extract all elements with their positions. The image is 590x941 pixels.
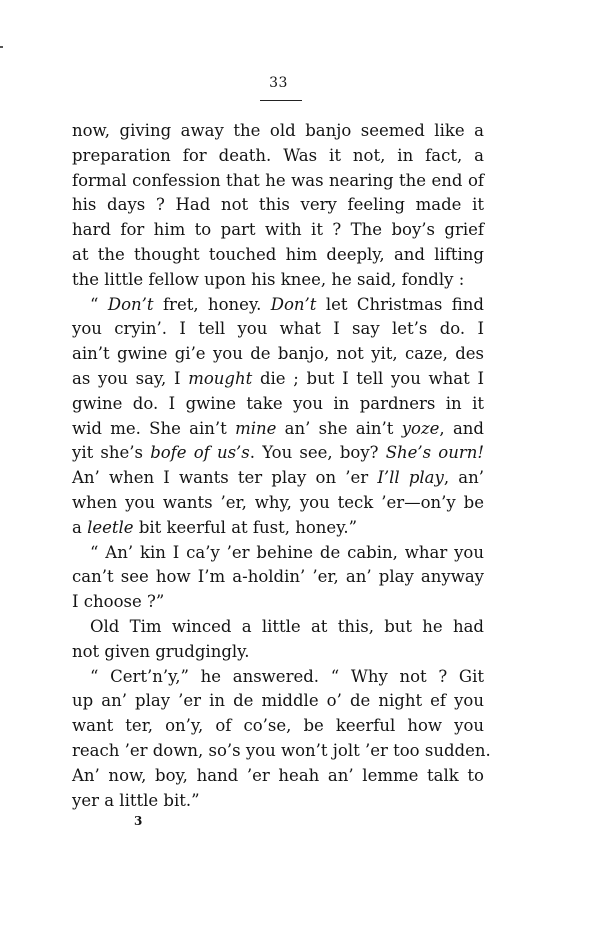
text-line: at the thought touched him deeply, and lifting bbox=[72, 244, 484, 264]
text-line: I choose ?” bbox=[72, 592, 165, 612]
text-line: An’ when I wants ter play on ’er I’ll play, an’ bbox=[72, 468, 484, 488]
text-line: wid me. She ain’t mine an’ she ain’t yoze, and bbox=[72, 418, 484, 438]
text-line: his days ? Had not this very feeling made it bbox=[72, 195, 484, 215]
signature-mark: 3 bbox=[134, 814, 143, 828]
text-line: gwine do. I gwine take you in pardners in it bbox=[72, 393, 484, 413]
text-line: “ Don’t fret, honey. Don’t let Christmas find bbox=[90, 294, 484, 314]
text-line: An’ now, boy, hand ’er heah an’ lemme talk to bbox=[72, 765, 484, 785]
text-line: “ Cert’n’y,” he answered. “ Why not ? Git bbox=[90, 666, 484, 686]
text-line: formal confession that he was nearing the end of bbox=[72, 170, 484, 190]
text-line: want ter, on’y, of co’se, be keerful how you bbox=[72, 716, 484, 736]
text-line: yit she’s bofe of us’s. You see, boy? She’s ourn! bbox=[72, 443, 485, 463]
text-line: “ An’ kin I ca’y ’er behine de cabin, whar you bbox=[90, 542, 484, 562]
text-line: you cryin’. I tell you what I say let’s do. I bbox=[72, 319, 484, 339]
text-line: ain’t gwine gi’e you de banjo, not yit, caze, des bbox=[72, 344, 484, 364]
text-line: now, giving away the old banjo seemed like a bbox=[72, 121, 484, 140]
text-line: as you say, I mought die ; but I tell you what I bbox=[72, 368, 484, 388]
text-line: when you wants ’er, why, you teck ’er—on’y be bbox=[72, 492, 484, 512]
text-line: Old Tim winced a little at this, but he had bbox=[90, 616, 484, 636]
text-line: preparation for death. Was it not, in fact, a bbox=[72, 145, 484, 165]
text-line: can’t see how I’m a-holdin’ ’er, an’ play anyway bbox=[72, 567, 484, 587]
text-line: the little fellow upon his knee, he said, fondly : bbox=[72, 269, 465, 289]
text-line: reach ’er down, so’s you won’t jolt ’er too sudden. bbox=[72, 740, 491, 760]
page-number: 33 bbox=[269, 75, 288, 91]
page-number-rule bbox=[260, 100, 302, 101]
body-text bbox=[72, 119, 491, 813]
text-line: yer a little bit.” bbox=[72, 790, 200, 810]
edge-mark bbox=[0, 46, 3, 48]
text-line: not given grudgingly. bbox=[72, 641, 250, 661]
text-line: hard for him to part with it ? The boy’s grief bbox=[72, 220, 484, 240]
text-line: up an’ play ’er in de middle o’ de night ef you bbox=[72, 691, 484, 711]
text-line: a leetle bit keerful at fust, honey.” bbox=[72, 517, 358, 537]
